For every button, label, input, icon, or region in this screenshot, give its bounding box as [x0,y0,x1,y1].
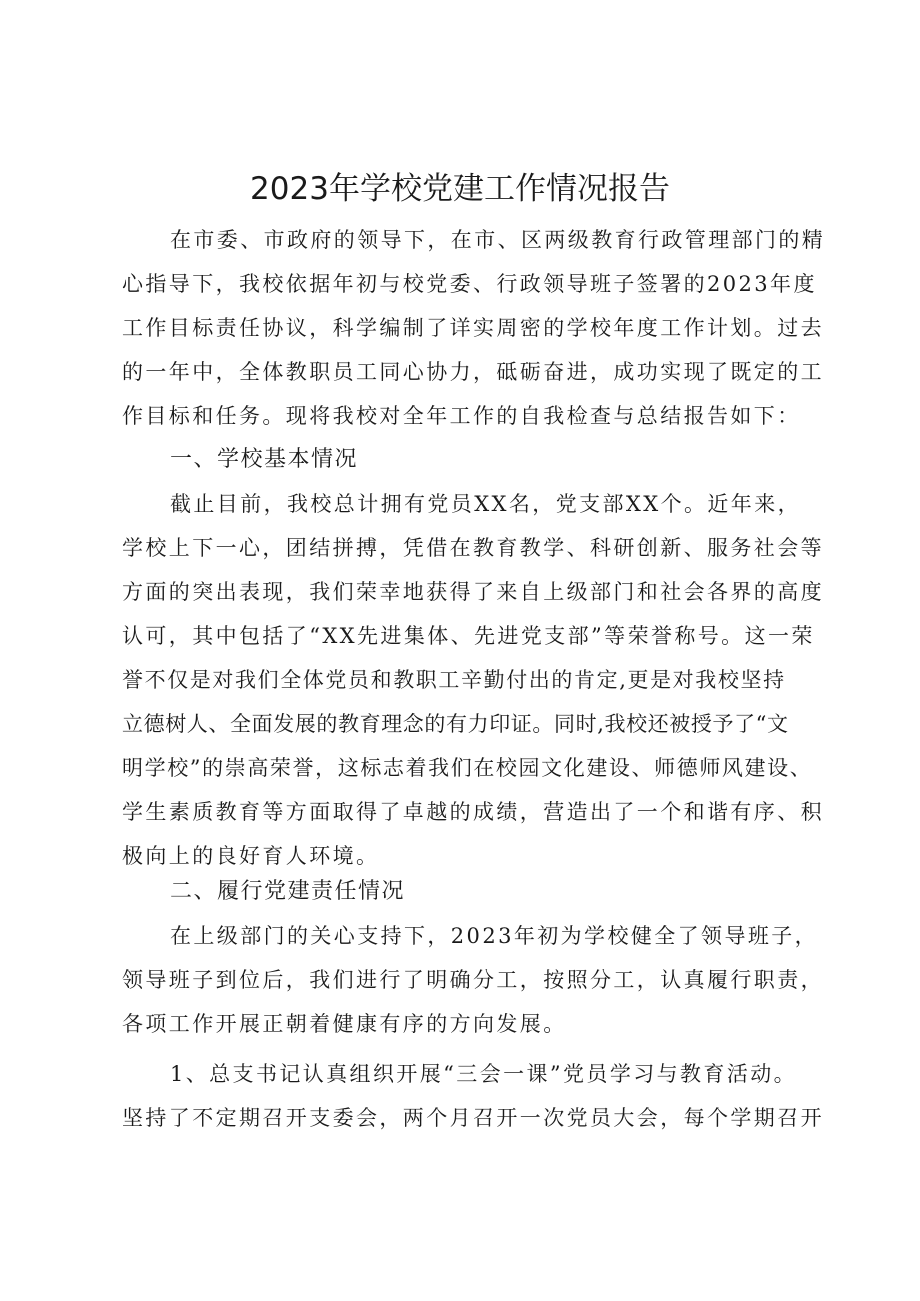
text-line: 领导班子到位后，我们进行了明确分工，按照分工，认真履行职责， [122,968,824,992]
intro-paragraph [122,218,826,438]
text-line: 方面的突出表现，我们荣幸地获得了来自上级部门和社会各界的高度 [122,580,824,604]
document-title: 2023年学校党建工作情况报告 [250,171,670,207]
text-line: 的一年中，全体教职员工同心协力，砥砺奋进，成功实现了既定的工 [122,360,824,384]
text-line: 学生素质教育等方面取得了卓越的成绩，营造出了一个和谐有序、积 [122,800,824,824]
text-line: 心指导下，我校依据年初与校党委、行政领导班子签署的2023年度 [122,272,817,296]
text-line: 立德树人、全面发展的教育理念的有力印证。同时,我校还被授予了“文 [122,712,789,736]
text-line: 截止目前，我校总计拥有党员XX名，党支部XX个。近年来， [170,492,801,516]
text-line: 坚持了不定期召开支委会，两个月召开一次党员大会，每个学期召开 [122,1106,824,1130]
section-heading: 一、学校基本情况 [170,447,359,472]
text-line: 作目标和任务。现将我校对全年工作的自我检查与总结报告如下： [122,404,801,428]
text-line: 明学校”的崇高荣誉，这标志着我们在校园文化建设、师德师风建设、 [122,756,813,780]
section-basic-info [122,438,822,878]
text-line: 在市委、市政府的领导下，在市、区两级教育行政管理部门的精 [170,228,826,252]
item-1-paragraph [122,1052,822,1140]
text-line: 学校上下一心，团结拼搏，凭借在教育教学、科研创新、服务社会等 [122,536,824,560]
text-line: 1、总支书记认真组织开展“三会一课”党员学习与教育活动。 [170,1062,798,1086]
text-line: 誉不仅是对我们全体党员和教职工辛勤付出的肯定,更是对我校坚持 [122,668,786,692]
text-line: 在上级部门的关心支持下，2023年初为学校健全了领导班子， [170,924,819,948]
text-line: 各项工作开展正朝着健康有序的方向发展。 [122,1012,567,1036]
section-heading: 二、履行党建责任情况 [170,879,406,904]
text-line: 认可，其中包括了“XX先进集体、先进党支部”等荣誉称号。这一荣 [122,624,815,648]
section-party-responsibility [122,870,822,1046]
text-line: 极向上的良好育人环境。 [122,844,380,868]
text-line: 工作目标责任协议，科学编制了详实周密的学校年度工作计划。过去 [122,316,824,340]
